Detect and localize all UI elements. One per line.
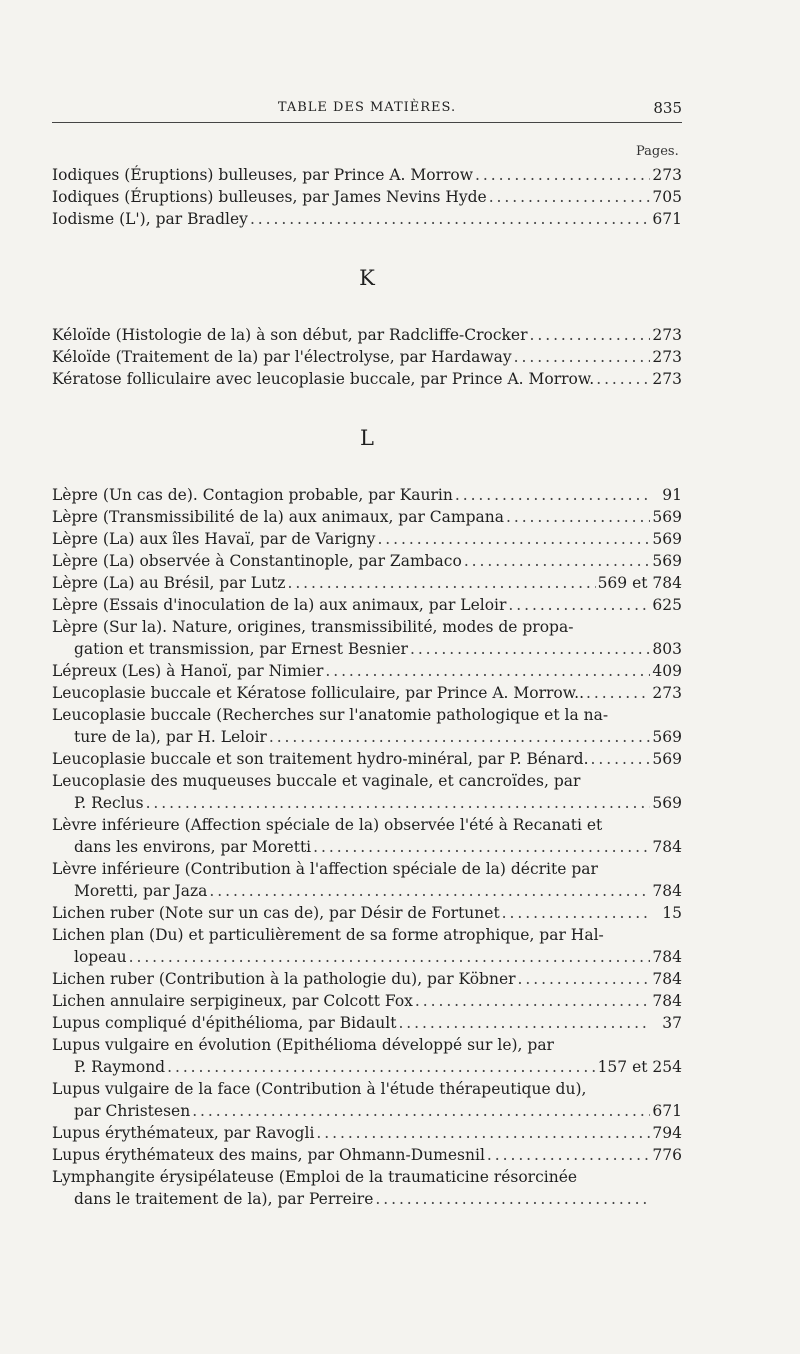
dot-leader [596, 368, 650, 390]
entry-text: lopeau [74, 948, 127, 966]
index-entry [52, 346, 682, 368]
entry-text: Lèpre (Transmissibilité de la) aux animaux, par Campana [52, 508, 504, 526]
entry-page-ref: 409 [652, 662, 682, 680]
entry-line [52, 1144, 682, 1166]
entry-line [52, 346, 682, 368]
dot-leader [375, 1188, 650, 1210]
entry-line [52, 968, 682, 990]
dot-leader [502, 902, 650, 924]
entry-page-ref: 157 et 254 [597, 1058, 682, 1076]
dot-leader [316, 1122, 650, 1144]
dot-leader [506, 506, 650, 528]
dot-leader [514, 346, 650, 368]
entry-page-ref: 625 [652, 596, 682, 614]
dot-leader [146, 792, 650, 814]
entry-line [52, 208, 682, 230]
entry-text: Lèpre (La) observée à Constantinople, par Zambaco [52, 552, 462, 570]
entry-line [52, 572, 682, 594]
entry-line [52, 1034, 682, 1056]
entry-continuation-line [52, 1188, 682, 1210]
entry-page-ref: 784 [652, 970, 682, 988]
dot-leader [591, 748, 650, 770]
dot-leader [398, 1012, 650, 1034]
entry-continuation-line [52, 946, 682, 968]
index-entry [52, 164, 682, 186]
dot-leader [415, 990, 650, 1012]
dot-leader [192, 1100, 650, 1122]
section-letter: K [359, 266, 375, 290]
index-entry [52, 594, 682, 616]
entry-line [52, 324, 682, 346]
dot-leader [475, 164, 650, 186]
entry-line [52, 550, 682, 572]
entry-line [52, 748, 682, 770]
entry-page-ref: 784 [652, 882, 682, 900]
dot-leader [377, 528, 650, 550]
entry-text: Lèpre (Sur la). Nature, origines, transmissibilité, modes de propa- [52, 618, 574, 636]
entry-text: Lupus érythémateux, par Ravogli [52, 1124, 315, 1142]
entry-line [52, 186, 682, 208]
entry-page-ref: 705 [652, 188, 682, 206]
index-entry [52, 1166, 682, 1210]
index-entry [52, 1078, 682, 1122]
entry-continuation-line [52, 1100, 682, 1122]
index-entry [52, 990, 682, 1012]
entry-text: Iodiques (Éruptions) bulleuses, par James Nevins Hyde [52, 188, 487, 206]
dot-leader [487, 1144, 650, 1166]
entry-page-ref: 273 [652, 684, 682, 702]
entry-line [52, 528, 682, 550]
entry-text: Lichen annulaire serpigineux, par Colcott Fox [52, 992, 413, 1010]
index-entry [52, 902, 682, 924]
entry-text: Leucoplasie buccale et Kératose folliculaire, par Prince A. Morrow.. [52, 684, 585, 702]
entry-page-ref: 784 [652, 992, 682, 1010]
index-entry [52, 704, 682, 748]
entry-page-ref: 784 [652, 948, 682, 966]
dot-leader [269, 726, 650, 748]
entry-line [52, 990, 682, 1012]
entry-page-ref: 569 [652, 750, 682, 768]
entry-page-ref: 15 [662, 904, 682, 922]
entry-line [52, 594, 682, 616]
dot-leader [410, 638, 650, 660]
dot-leader [489, 186, 650, 208]
entry-text: Kéloïde (Histologie de la) à son début, par Radcliffe-Crocker [52, 326, 528, 344]
index-entry [52, 1012, 682, 1034]
entry-page-ref: 91 [662, 486, 682, 504]
entry-text: Lichen plan (Du) et particulièrement de sa forme atrophique, par Hal- [52, 926, 604, 944]
entry-line [52, 704, 682, 726]
entry-text: dans les environs, par Moretti [74, 838, 312, 856]
entry-text: P. Reclus [74, 794, 144, 812]
dot-leader [464, 550, 650, 572]
entry-line [52, 1012, 682, 1034]
index-entry [52, 484, 682, 506]
dot-leader [250, 208, 650, 230]
entry-line [52, 1166, 682, 1188]
entry-line [52, 770, 682, 792]
dot-leader [325, 660, 650, 682]
dot-leader [586, 682, 650, 704]
entry-continuation-line [52, 1056, 682, 1078]
entry-continuation-line [52, 836, 682, 858]
entry-page-ref: 569 [652, 728, 682, 746]
entry-page-ref: 273 [652, 370, 682, 388]
entry-text: Lèvre inférieure (Contribution à l'affection spéciale de la) décrite par [52, 860, 598, 878]
entry-text: Leucoplasie des muqueuses buccale et vaginale, et cancroïdes, par [52, 772, 581, 790]
entry-text: Lupus vulgaire en évolution (Epithélioma développé sur le), par [52, 1036, 554, 1054]
index-entry [52, 324, 682, 346]
index-entry [52, 550, 682, 572]
index-entry [52, 1144, 682, 1166]
entry-text: Lymphangite érysipélateuse (Emploi de la traumaticine résorcinée [52, 1168, 578, 1186]
entry-text: Lèpre (Un cas de). Contagion probable, par Kaurin [52, 486, 453, 504]
entry-text: gation et transmission, par Ernest Besnier [74, 640, 408, 658]
entry-page-ref: 569 [652, 508, 682, 526]
entry-text: Moretti, par Jaza [74, 882, 208, 900]
entry-text: Kéloïde (Traitement de la) par l'électrolyse, par Hardaway [52, 348, 512, 366]
entry-page-ref: 671 [652, 210, 682, 228]
entry-page-ref: 273 [652, 166, 682, 184]
entry-page-ref: 569 [652, 794, 682, 812]
entry-text: Kératose folliculaire avec leucoplasie buccale, par Prince A. Morrow. [52, 370, 595, 388]
index-entry [52, 924, 682, 968]
entry-page-ref: 569 et 784 [597, 574, 682, 592]
entry-text: dans le traitement de la), par Perreire [74, 1190, 374, 1208]
entry-page-ref: 273 [652, 348, 682, 366]
entry-line [52, 484, 682, 506]
entry-line [52, 164, 682, 186]
entry-text: Lupus vulgaire de la face (Contribution à l'étude thérapeutique du), [52, 1080, 587, 1098]
index-entry [52, 748, 682, 770]
index-entry [52, 1034, 682, 1078]
entry-text: Leucoplasie buccale (Recherches sur l'anatomie pathologique et la na- [52, 706, 609, 724]
entry-line [52, 682, 682, 704]
dot-leader [508, 594, 650, 616]
entry-line [52, 858, 682, 880]
entry-continuation-line [52, 880, 682, 902]
entry-page-ref: 803 [652, 640, 682, 658]
entry-text: Lèvre inférieure (Affection spéciale de la) observée l'été à Recanati et [52, 816, 603, 834]
index-entry [52, 208, 682, 230]
running-head [52, 98, 682, 123]
index-entry [52, 572, 682, 594]
index-entry [52, 770, 682, 814]
entry-page-ref: 794 [652, 1124, 682, 1142]
entry-line [52, 506, 682, 528]
entry-line [52, 902, 682, 924]
entry-text: ture de la), par H. Leloir [74, 728, 267, 746]
page-number: 835 [653, 99, 682, 117]
entry-text: par Christesen [74, 1102, 191, 1120]
index-entry [52, 528, 682, 550]
entry-line [52, 814, 682, 836]
index-entry [52, 858, 682, 902]
entry-page-ref: 37 [662, 1014, 682, 1032]
entry-page-ref: 569 [652, 530, 682, 548]
dot-leader [129, 946, 650, 968]
entry-page-ref: 784 [652, 838, 682, 856]
index-entry [52, 368, 682, 390]
dot-leader [209, 880, 650, 902]
entry-text: Lupus compliqué d'épithélioma, par Bidault [52, 1014, 397, 1032]
entry-text: Lèpre (La) aux îles Havaï, par de Varigny [52, 530, 376, 548]
entry-line [52, 368, 682, 390]
entry-text: Lupus érythémateux des mains, par Ohmann-Dumesnil [52, 1146, 485, 1164]
index-entry [52, 616, 682, 660]
entry-continuation-line [52, 792, 682, 814]
entry-text: Iodisme (L'), par Bradley [52, 210, 248, 228]
dot-leader [455, 484, 650, 506]
entry-line [52, 660, 682, 682]
index-entry [52, 968, 682, 990]
entry-text: P. Raymond [74, 1058, 166, 1076]
dot-leader [313, 836, 650, 858]
entry-page-ref: 273 [652, 326, 682, 344]
entry-page-ref: 569 [652, 552, 682, 570]
running-title: TABLE DES MATIÈRES. [277, 100, 457, 115]
entry-line [52, 1122, 682, 1144]
entry-line [52, 1078, 682, 1100]
dot-leader [167, 1056, 595, 1078]
index-entry [52, 506, 682, 528]
entry-text: Lichen ruber (Contribution à la pathologie du), par Köbner [52, 970, 516, 988]
index-entry [52, 660, 682, 682]
dot-leader [530, 324, 650, 346]
pages-column-label: Pages. [636, 144, 679, 159]
entry-text: Lèpre (La) au Brésil, par Lutz [52, 574, 286, 592]
index-entry [52, 1122, 682, 1144]
section-letter: L [360, 426, 374, 450]
entry-continuation-line [52, 638, 682, 660]
entry-page-ref: 776 [652, 1146, 682, 1164]
index-content [52, 164, 682, 1210]
index-entry [52, 682, 682, 704]
entry-text: Lèpre (Essais d'inoculation de la) aux animaux, par Leloir [52, 596, 507, 614]
entry-text: Iodiques (Éruptions) bulleuses, par Prince A. Morrow [52, 166, 474, 184]
dot-leader [518, 968, 650, 990]
entry-text: Lichen ruber (Note sur un cas de), par Désir de Fortunet [52, 904, 500, 922]
entry-continuation-line [52, 726, 682, 748]
entry-line [52, 616, 682, 638]
entry-text: Lépreux (Les) à Hanoï, par Nimier [52, 662, 324, 680]
index-entry [52, 814, 682, 858]
dot-leader [287, 572, 595, 594]
entry-line [52, 924, 682, 946]
index-entry [52, 186, 682, 208]
entry-page-ref: 671 [652, 1102, 682, 1120]
entry-text: Leucoplasie buccale et son traitement hydro-minéral, par P. Bénard. [52, 750, 589, 768]
